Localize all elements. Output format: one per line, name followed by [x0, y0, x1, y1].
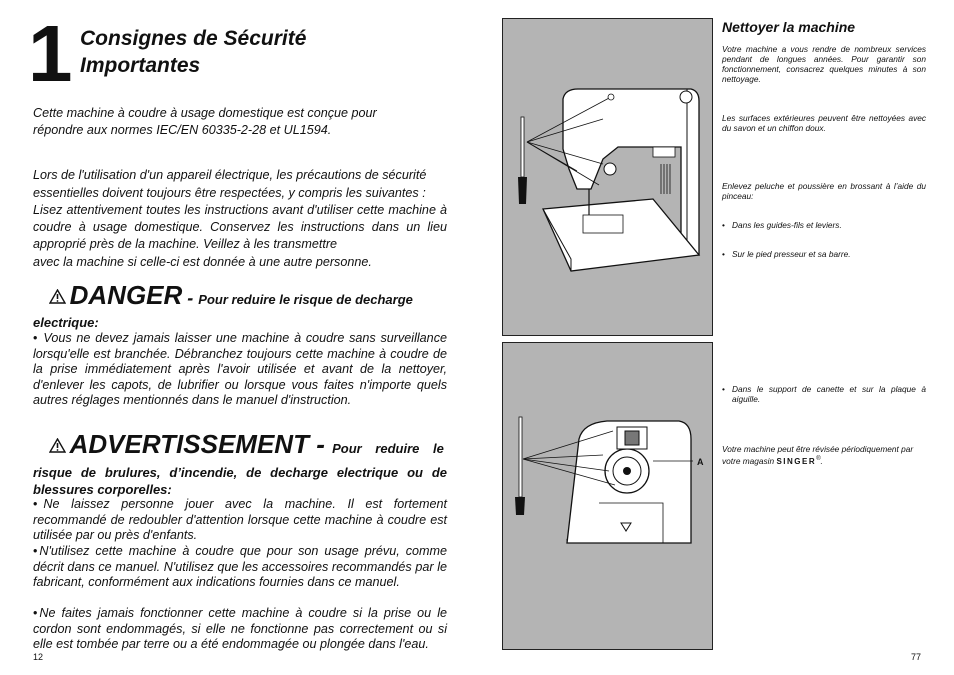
- precautions-body: Lisez attentivement toutes les instructions avant d'utiliser cette machine à coudre à usage domestique. Conservez les instructions dans un lieu approprié près de la machine. Veillez à les transmettre: [33, 203, 447, 251]
- cleaning-para-1: Votre machine a vous rendre de nombreux services pendant de longues années. Pour garantir son fonctionnement, consacrez quelques minutes à son nettoyage.: [722, 44, 926, 84]
- cleaning-bullet-3-text: Dans le support de canette et sur la plaque à aiguille.: [732, 384, 926, 404]
- cleaning-para-4: Votre machine peut être révisée périodiquement par votre magasin SINGER®.: [722, 444, 914, 466]
- bullet-dot: •: [33, 606, 38, 620]
- sewing-machine-illustration: [503, 19, 712, 335]
- bullet-dot: •: [722, 220, 725, 230]
- page-number-right: 77: [911, 652, 922, 662]
- title-line-1: Consignes de Sécurité: [80, 27, 307, 50]
- chapter-number: 1: [28, 9, 71, 98]
- cleaning-bullet-2: [722, 249, 926, 259]
- precautions-line-1: Lors de l'utilisation d'un appareil électrique, les précautions de sécurité: [33, 168, 427, 182]
- warning-sub-1: Pour reduire le: [332, 441, 444, 456]
- precautions-paragraph: [33, 166, 447, 271]
- figure-bobbin-panel: [502, 342, 713, 650]
- warning-bullet-2-text: N'utilisez cette machine à coudre que pour son usage prévu, comme décrit dans ce manuel. N'utilisez que les accessoires recommandés par le fabricant, conformément aux indications fournies dans ce manuel.: [33, 544, 447, 589]
- warning-triangle-icon: [49, 438, 66, 453]
- danger-dash: -: [182, 288, 199, 308]
- cleaning-para-2: Les surfaces extérieures peuvent être nettoyées avec du savon et un chiffon doux.: [722, 113, 926, 133]
- danger-word: DANGER: [69, 280, 183, 310]
- singer-brand: SINGER: [776, 456, 817, 466]
- title-line-2: Importantes: [80, 54, 201, 77]
- figure-machine-panel: [502, 18, 713, 336]
- danger-heading: [33, 280, 447, 310]
- cleaning-bullet-1: [722, 220, 926, 230]
- cleaning-bullet-1-text: Dans les guides-fils et leviers.: [732, 220, 842, 230]
- danger-bullet: [33, 331, 447, 409]
- cleaning-para-3: Enlevez peluche et poussière en brossant à l’aide du pinceau:: [722, 181, 926, 201]
- brush-icon: [515, 417, 525, 515]
- bullet-dot: •: [722, 384, 725, 394]
- bobbin-area-illustration: [503, 343, 712, 649]
- warning-bullet-3: [33, 606, 447, 653]
- warning-bullet-3-text: Ne faites jamais fonctionner cette machine à coudre si la prise ou le cordon sont endommagés, si elle ne fonctionne pas correctement ou si elle est tombée par terre ou a été endommagée ou plongée dans l'eau.: [33, 606, 447, 651]
- danger-bullet-text: Vous ne devez jamais laisser une machine à coudre sans surveillance lorsqu'elle est branchée. Débranchez toujours cette machine à coudre de la prise immédiatement après l'avoir utilisée et avant de la nettoyer, d'enlever les capots, de lubrifier ou lorsque vous faites n'importe quels autres réglages mentionnés dans le manuel d'instruction.: [33, 331, 447, 407]
- danger-sub-1: Pour reduire le risque de decharge: [198, 292, 413, 307]
- warning-heading: [33, 429, 447, 459]
- bullet-dot: •: [33, 331, 38, 345]
- warning-bullet-2: [33, 544, 447, 591]
- warning-triangle-icon: [49, 289, 66, 304]
- cleaning-title: Nettoyer la machine: [722, 19, 856, 35]
- bullet-dot: •: [722, 249, 725, 259]
- page-number-left: 12: [33, 652, 44, 662]
- intro-paragraph: Cette machine à coudre à usage domestique est conçue pour répondre aux normes IEC/EN 60335-2-28 et UL1594.: [33, 106, 377, 137]
- danger-sub-2: electrique:: [33, 315, 99, 330]
- precautions-line-2: essentielles doivent toujours être respectées, y compris les suivantes :: [33, 186, 426, 200]
- brush-icon: [518, 117, 527, 204]
- page-title: [80, 25, 400, 79]
- cleaning-bullet-2-text: Sur le pied presseur et sa barre.: [732, 249, 851, 259]
- cleaning-bullet-3: [722, 384, 926, 404]
- precautions-last-line: avec la machine si celle-ci est donnée à une autre personne.: [33, 255, 372, 269]
- warning-dash: -: [308, 429, 333, 459]
- warning-bullet-1-text: Ne laissez personne jouer avec la machine. Il est fortement recommandé de redoubler d'attention lorsque cette machine à coudre est utilisée par ou près d'enfants.: [33, 497, 447, 542]
- figure-label-a: A: [697, 457, 704, 467]
- warning-word: ADVERTISSEMENT: [69, 429, 309, 459]
- bullet-dot: •: [33, 497, 38, 511]
- warning-sub-2: risque de brulures, d’incendie, de decharge electrique ou de blessures corporelles:: [33, 465, 447, 497]
- bullet-dot: •: [33, 544, 38, 558]
- brand-mark: ®: [816, 456, 821, 462]
- cleaning-para-4-text: Votre machine peut être révisée périodiquement par votre magasin: [722, 444, 914, 466]
- warning-bullet-1: [33, 497, 447, 544]
